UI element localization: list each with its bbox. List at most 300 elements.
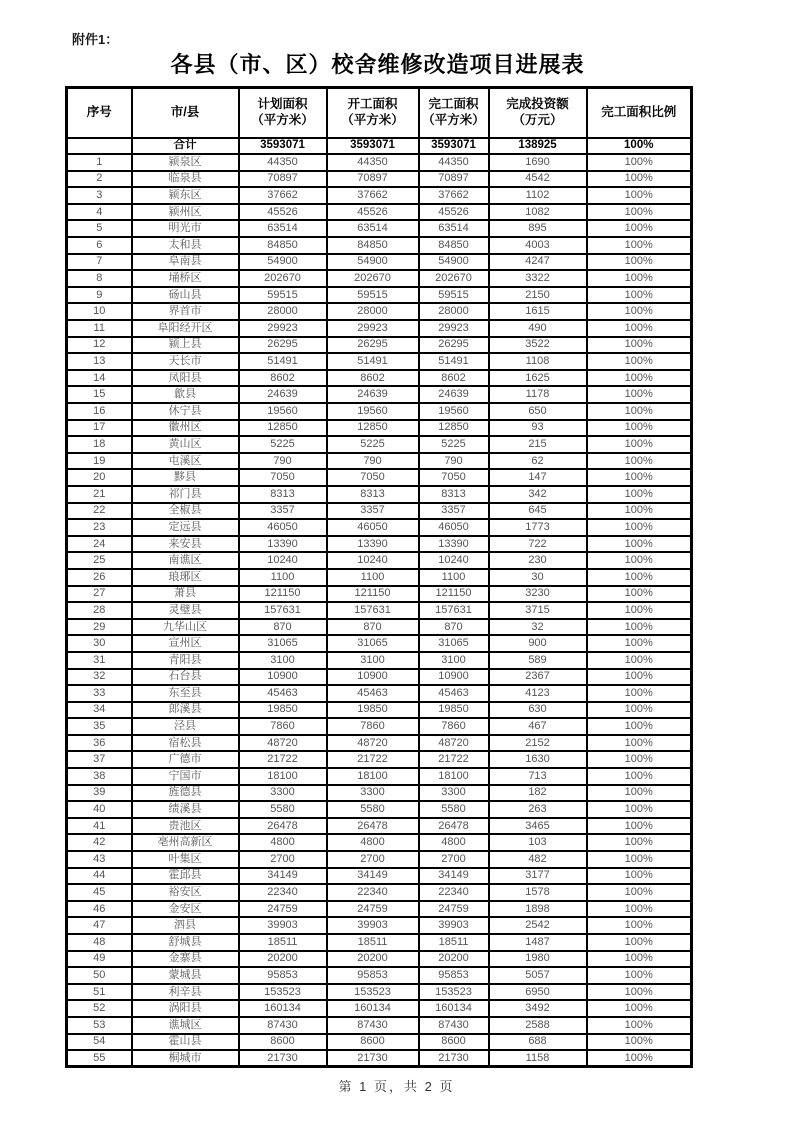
ratio-cell: 100% [587,420,692,437]
investment-cell: 6950 [489,984,587,1001]
table-row [67,751,692,768]
county-cell: 歙县 [132,386,239,403]
ratio-cell: 100% [587,834,692,851]
started-area-cell: 39903 [327,917,419,934]
started-area-cell: 121150 [327,586,419,603]
table-row [67,353,692,370]
started-area-cell: 2700 [327,851,419,868]
county-cell: 旌德县 [132,785,239,802]
investment-cell: 630 [489,702,587,719]
completed-area-cell: 24759 [419,901,489,918]
started-area-cell: 26295 [327,337,419,354]
ratio-cell: 100% [587,1050,692,1067]
seq-cell: 9 [67,287,132,304]
planned-area-cell: 12850 [239,420,327,437]
county-cell: 颍上县 [132,337,239,354]
seq-cell: 13 [67,353,132,370]
county-cell: 涡阳县 [132,1000,239,1017]
ratio-cell: 100% [587,751,692,768]
completed-area-cell: 19560 [419,403,489,420]
investment-cell: 589 [489,652,587,669]
county-cell: 宿松县 [132,735,239,752]
county-cell: 休宁县 [132,403,239,420]
seq-cell: 5 [67,220,132,237]
investment-cell: 3177 [489,868,587,885]
table-row [67,1017,692,1034]
seq-cell: 4 [67,204,132,221]
seq-cell: 16 [67,403,132,420]
county-cell: 萧县 [132,586,239,603]
completed-area-cell: 153523 [419,984,489,1001]
planned-area-cell: 160134 [239,1000,327,1017]
ratio-cell: 100% [587,287,692,304]
county-cell: 泗县 [132,917,239,934]
completed-area-cell: 8600 [419,1034,489,1051]
started-area-cell: 7860 [327,718,419,735]
ratio-cell: 100% [587,851,692,868]
investment-cell: 1487 [489,934,587,951]
planned-area-cell: 48720 [239,735,327,752]
planned-area-cell: 5225 [239,436,327,453]
started-area-cell: 46050 [327,519,419,536]
table-row [67,519,692,536]
ratio-cell: 100% [587,1000,692,1017]
ratio-cell: 100% [587,453,692,470]
county-cell: 阜南县 [132,254,239,271]
planned-area-cell: 18100 [239,768,327,785]
completed-area-cell: 26478 [419,818,489,835]
completed-area-cell: 4800 [419,834,489,851]
ratio-cell: 100% [587,884,692,901]
completed-area-cell: 3593071 [419,138,489,155]
started-area-cell: 3100 [327,652,419,669]
county-cell: 叶集区 [132,851,239,868]
completed-area-cell: 45526 [419,204,489,221]
investment-cell: 1082 [489,204,587,221]
started-area-cell: 157631 [327,602,419,619]
ratio-cell: 100% [587,934,692,951]
planned-area-cell: 8602 [239,370,327,387]
completed-area-cell: 21722 [419,751,489,768]
started-area-cell: 1100 [327,569,419,586]
started-area-cell: 10240 [327,552,419,569]
completed-area-cell: 63514 [419,220,489,237]
started-area-cell: 24759 [327,901,419,918]
started-area-cell: 31065 [327,635,419,652]
table-row [67,785,692,802]
started-area-cell: 790 [327,453,419,470]
seq-cell: 35 [67,718,132,735]
started-area-cell: 160134 [327,1000,419,1017]
investment-cell: 2542 [489,917,587,934]
county-cell: 徽州区 [132,420,239,437]
investment-cell: 895 [489,220,587,237]
ratio-cell: 100% [587,652,692,669]
county-cell: 亳州高新区 [132,834,239,851]
seq-cell: 51 [67,984,132,1001]
seq-cell: 7 [67,254,132,271]
county-cell: 屯溪区 [132,453,239,470]
completed-area-cell: 2700 [419,851,489,868]
planned-area-cell: 95853 [239,967,327,984]
ratio-cell: 100% [587,785,692,802]
completed-area-cell: 95853 [419,967,489,984]
seq-cell: 11 [67,320,132,337]
ratio-cell: 100% [587,220,692,237]
county-cell: 黟县 [132,469,239,486]
planned-area-cell: 45463 [239,685,327,702]
started-area-cell: 51491 [327,353,419,370]
ratio-cell: 100% [587,519,692,536]
investment-cell: 2150 [489,287,587,304]
county-cell: 全椒县 [132,503,239,520]
county-cell: 石台县 [132,669,239,686]
ratio-cell: 100% [587,586,692,603]
completed-area-cell: 157631 [419,602,489,619]
table-row [67,635,692,652]
planned-area-cell: 870 [239,619,327,636]
ratio-cell: 100% [587,951,692,968]
seq-cell: 38 [67,768,132,785]
started-area-cell: 153523 [327,984,419,1001]
started-area-cell: 5580 [327,801,419,818]
ratio-cell: 100% [587,486,692,503]
investment-cell: 1625 [489,370,587,387]
planned-area-cell: 18511 [239,934,327,951]
planned-area-cell: 29923 [239,320,327,337]
completed-area-cell: 3100 [419,652,489,669]
investment-cell: 1178 [489,386,587,403]
seq-cell: 24 [67,536,132,553]
table-row [67,453,692,470]
county-cell: 广德市 [132,751,239,768]
planned-area-cell: 3593071 [239,138,327,155]
table-row [67,536,692,553]
county-cell: 利辛县 [132,984,239,1001]
started-area-cell: 12850 [327,420,419,437]
table-row [67,801,692,818]
completed-area-cell: 21730 [419,1050,489,1067]
completed-area-cell: 870 [419,619,489,636]
table-row [67,1034,692,1051]
ratio-cell: 100% [587,1017,692,1034]
planned-area-cell: 19560 [239,403,327,420]
planned-area-cell: 26295 [239,337,327,354]
started-area-cell: 87430 [327,1017,419,1034]
column-header-county: 市/县 [132,88,239,138]
completed-area-cell: 37662 [419,187,489,204]
county-cell: 灵璧县 [132,602,239,619]
investment-cell: 1615 [489,303,587,320]
table-row [67,851,692,868]
table-row [67,1050,692,1067]
planned-area-cell: 21722 [239,751,327,768]
seq-cell: 39 [67,785,132,802]
ratio-cell: 100% [587,353,692,370]
started-area-cell: 24639 [327,386,419,403]
completed-area-cell: 13390 [419,536,489,553]
ratio-cell: 100% [587,768,692,785]
table-row [67,602,692,619]
county-cell: 金安区 [132,901,239,918]
completed-area-cell: 1100 [419,569,489,586]
table-row [67,486,692,503]
planned-area-cell: 7050 [239,469,327,486]
seq-cell: 37 [67,751,132,768]
table-row [67,735,692,752]
county-cell: 霍山县 [132,1034,239,1051]
ratio-cell: 100% [587,669,692,686]
completed-area-cell: 26295 [419,337,489,354]
ratio-cell: 100% [587,503,692,520]
ratio-cell: 100% [587,270,692,287]
table-row [67,187,692,204]
planned-area-cell: 10900 [239,669,327,686]
completed-area-cell: 5580 [419,801,489,818]
county-cell: 琅琊区 [132,569,239,586]
investment-cell: 147 [489,469,587,486]
completed-area-cell: 8602 [419,370,489,387]
investment-cell: 4123 [489,685,587,702]
investment-cell: 3322 [489,270,587,287]
investment-cell: 645 [489,503,587,520]
table-row [67,619,692,636]
seq-cell: 40 [67,801,132,818]
completed-area-cell: 19850 [419,702,489,719]
table-row [67,586,692,603]
table-row [67,370,692,387]
investment-cell: 2152 [489,735,587,752]
completed-area-cell: 46050 [419,519,489,536]
started-area-cell: 4800 [327,834,419,851]
completed-area-cell: 202670 [419,270,489,287]
ratio-cell: 100% [587,237,692,254]
total-row [67,138,692,155]
ratio-cell: 100% [587,552,692,569]
table-row [67,337,692,354]
investment-cell: 4247 [489,254,587,271]
completed-area-cell: 3300 [419,785,489,802]
county-cell: 南谯区 [132,552,239,569]
table-row [67,967,692,984]
investment-cell: 3492 [489,1000,587,1017]
investment-cell: 2367 [489,669,587,686]
investment-cell: 342 [489,486,587,503]
investment-cell: 467 [489,718,587,735]
ratio-cell: 100% [587,187,692,204]
table-row [67,652,692,669]
planned-area-cell: 121150 [239,586,327,603]
started-area-cell: 8600 [327,1034,419,1051]
table-row [67,669,692,686]
started-area-cell: 63514 [327,220,419,237]
ratio-cell: 100% [587,204,692,221]
seq-cell: 44 [67,868,132,885]
investment-cell: 182 [489,785,587,802]
completed-area-cell: 45463 [419,685,489,702]
ratio-cell: 100% [587,403,692,420]
county-cell: 临泉县 [132,171,239,188]
column-header-investment: 完成投资额 （万元） [489,88,587,138]
started-area-cell: 5225 [327,436,419,453]
table-row [67,436,692,453]
completed-area-cell: 59515 [419,287,489,304]
column-header-planned-area: 计划面积 （平方米） [239,88,327,138]
seq-cell: 46 [67,901,132,918]
table-row [67,718,692,735]
seq-cell: 50 [67,967,132,984]
started-area-cell: 870 [327,619,419,636]
seq-cell [67,138,132,155]
started-area-cell: 37662 [327,187,419,204]
completed-area-cell: 8313 [419,486,489,503]
planned-area-cell: 24759 [239,901,327,918]
ratio-cell: 100% [587,801,692,818]
started-area-cell: 22340 [327,884,419,901]
table-row [67,403,692,420]
completed-area-cell: 84850 [419,237,489,254]
ratio-cell: 100% [587,469,692,486]
planned-area-cell: 84850 [239,237,327,254]
started-area-cell: 34149 [327,868,419,885]
planned-area-cell: 202670 [239,270,327,287]
table-row [67,171,692,188]
completed-area-cell: 7860 [419,718,489,735]
started-area-cell: 26478 [327,818,419,835]
county-cell: 明光市 [132,220,239,237]
column-header-started-area: 开工面积 （平方米） [327,88,419,138]
progress-table [65,86,693,1068]
column-header-ratio: 完工面积比例 [587,88,692,138]
table-row [67,901,692,918]
table-row [67,220,692,237]
completed-area-cell: 18511 [419,934,489,951]
county-cell: 颍泉区 [132,154,239,171]
completed-area-cell: 22340 [419,884,489,901]
county-cell: 合计 [132,138,239,155]
county-cell: 郎溪县 [132,702,239,719]
investment-cell: 1980 [489,951,587,968]
started-area-cell: 45526 [327,204,419,221]
investment-cell: 32 [489,619,587,636]
started-area-cell: 13390 [327,536,419,553]
table-row [67,951,692,968]
seq-cell: 48 [67,934,132,951]
investment-cell: 490 [489,320,587,337]
planned-area-cell: 1100 [239,569,327,586]
investment-cell: 215 [489,436,587,453]
started-area-cell: 3593071 [327,138,419,155]
started-area-cell: 19560 [327,403,419,420]
seq-cell: 15 [67,386,132,403]
planned-area-cell: 59515 [239,287,327,304]
started-area-cell: 202670 [327,270,419,287]
table-row [67,834,692,851]
ratio-cell: 100% [587,602,692,619]
completed-area-cell: 10900 [419,669,489,686]
table-row [67,569,692,586]
started-area-cell: 45463 [327,685,419,702]
completed-area-cell: 28000 [419,303,489,320]
county-cell: 祁门县 [132,486,239,503]
ratio-cell: 100% [587,138,692,155]
planned-area-cell: 157631 [239,602,327,619]
completed-area-cell: 29923 [419,320,489,337]
investment-cell: 93 [489,420,587,437]
ratio-cell: 100% [587,370,692,387]
seq-cell: 41 [67,818,132,835]
table-row [67,320,692,337]
column-header-completed-area: 完工面积 （平方米） [419,88,489,138]
started-area-cell: 21730 [327,1050,419,1067]
started-area-cell: 10900 [327,669,419,686]
seq-cell: 33 [67,685,132,702]
started-area-cell: 59515 [327,287,419,304]
seq-cell: 17 [67,420,132,437]
completed-area-cell: 790 [419,453,489,470]
planned-area-cell: 39903 [239,917,327,934]
investment-cell: 4003 [489,237,587,254]
county-cell: 谯城区 [132,1017,239,1034]
seq-cell: 26 [67,569,132,586]
ratio-cell: 100% [587,303,692,320]
ratio-cell: 100% [587,818,692,835]
completed-area-cell: 44350 [419,154,489,171]
investment-cell: 482 [489,851,587,868]
investment-cell: 3715 [489,602,587,619]
investment-cell: 30 [489,569,587,586]
started-area-cell: 29923 [327,320,419,337]
seq-cell: 53 [67,1017,132,1034]
page-title: 各县（市、区）校舍维修改造项目进展表 [170,52,585,77]
seq-cell: 27 [67,586,132,603]
started-area-cell: 44350 [327,154,419,171]
ratio-cell: 100% [587,917,692,934]
ratio-cell: 100% [587,619,692,636]
completed-area-cell: 70897 [419,171,489,188]
ratio-cell: 100% [587,171,692,188]
started-area-cell: 19850 [327,702,419,719]
planned-area-cell: 87430 [239,1017,327,1034]
table-row [67,552,692,569]
ratio-cell: 100% [587,536,692,553]
planned-area-cell: 10240 [239,552,327,569]
seq-cell: 19 [67,453,132,470]
county-cell: 绩溪县 [132,801,239,818]
investment-cell: 263 [489,801,587,818]
planned-area-cell: 790 [239,453,327,470]
completed-area-cell: 18100 [419,768,489,785]
seq-cell: 30 [67,635,132,652]
table-header-row [67,88,692,138]
seq-cell: 31 [67,652,132,669]
planned-area-cell: 54900 [239,254,327,271]
county-cell: 霍邱县 [132,868,239,885]
seq-cell: 49 [67,951,132,968]
planned-area-cell: 5580 [239,801,327,818]
seq-cell: 12 [67,337,132,354]
table-row [67,204,692,221]
investment-cell: 3230 [489,586,587,603]
started-area-cell: 21722 [327,751,419,768]
seq-cell: 42 [67,834,132,851]
planned-area-cell: 63514 [239,220,327,237]
ratio-cell: 100% [587,386,692,403]
investment-cell: 650 [489,403,587,420]
planned-area-cell: 70897 [239,171,327,188]
table-row [67,702,692,719]
county-cell: 宣州区 [132,635,239,652]
